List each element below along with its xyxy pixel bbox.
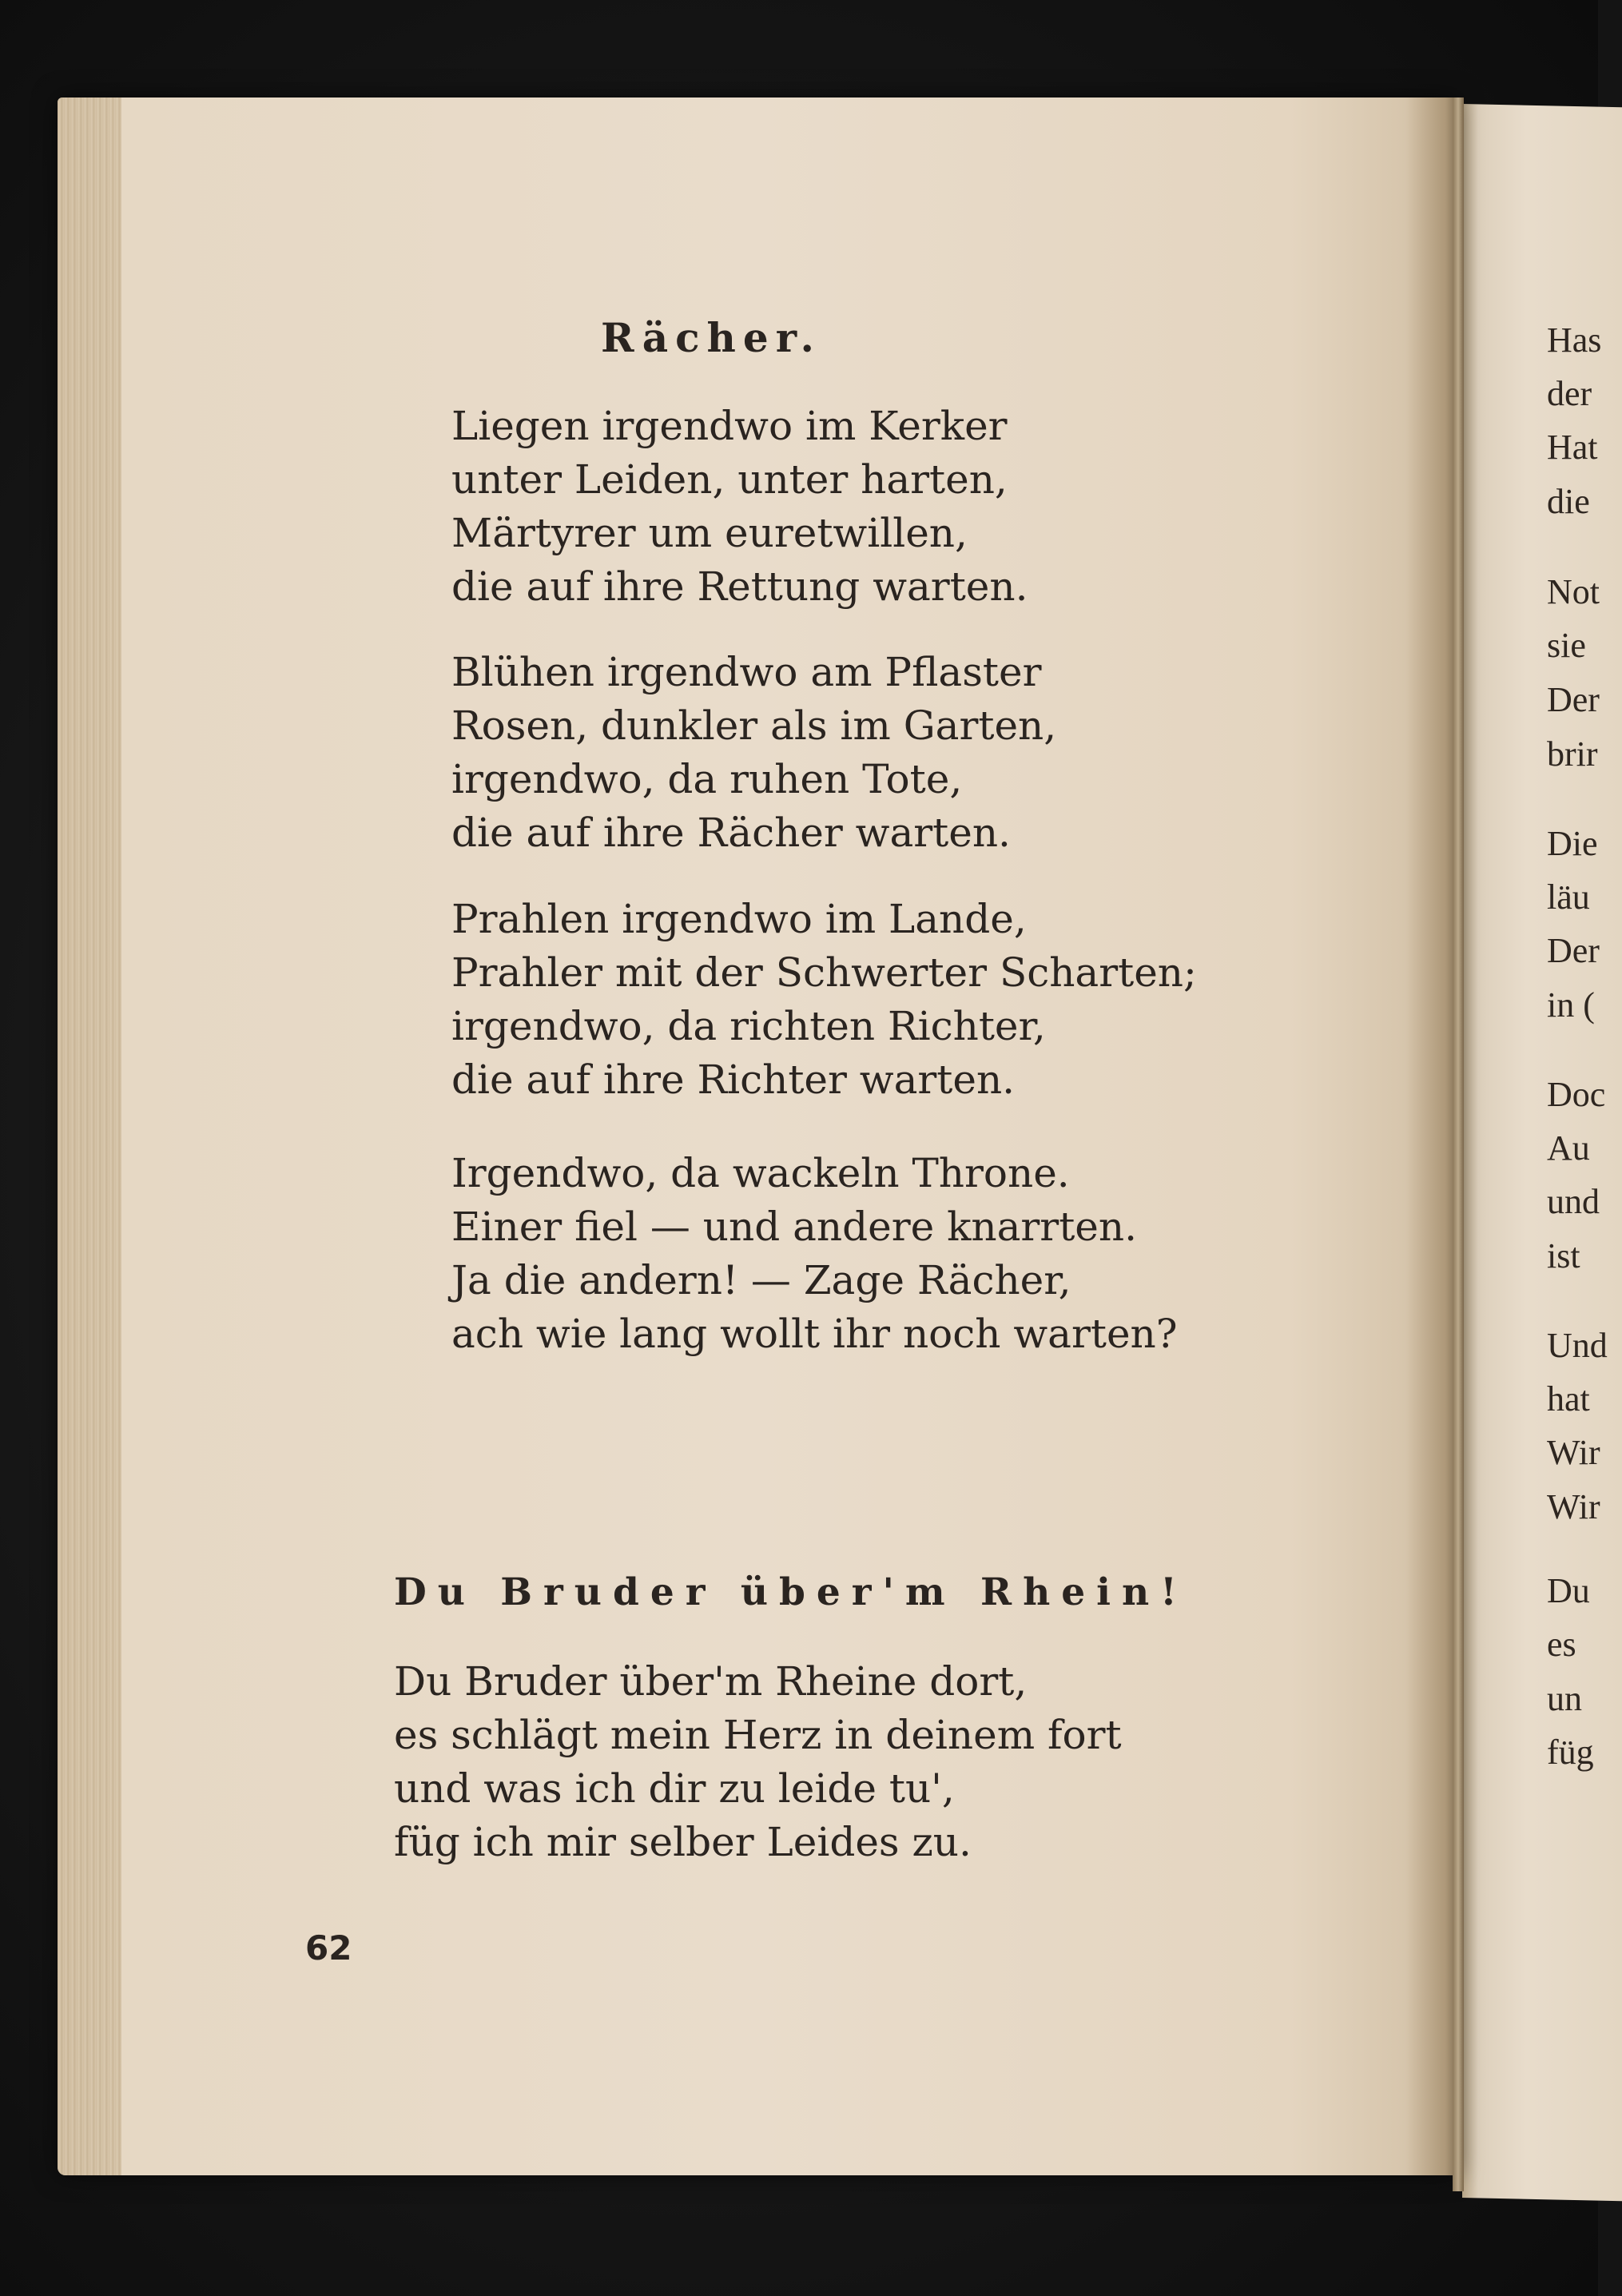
facing-line-fragment: Der	[1547, 680, 1600, 719]
facing-page	[1462, 104, 1622, 2201]
facing-line-fragment: Wir	[1547, 1487, 1600, 1526]
verse-line: Du Bruder über'm Rheine dort,	[394, 1658, 1028, 1705]
verse-line: Rosen, dunkler als im Garten,	[451, 702, 1057, 749]
facing-line-fragment: sie	[1547, 626, 1586, 665]
stanza-2	[451, 646, 1056, 860]
verse-line: Blühen irgendwo am Pflaster	[451, 649, 1042, 695]
facing-line-fragment: läu	[1547, 877, 1590, 917]
facing-line-fragment: un	[1547, 1679, 1582, 1718]
stanza-3	[451, 893, 1197, 1107]
page-number: 62	[305, 1928, 352, 1968]
verse-line: es schlägt mein Herz in deinem fort	[394, 1712, 1122, 1758]
verse-line: Prahlen irgendwo im Lande,	[451, 896, 1027, 942]
verse-line: irgendwo, da ruhen Tote,	[451, 756, 963, 802]
facing-line-fragment: brir	[1547, 734, 1598, 774]
facing-line-fragment: Wir	[1547, 1433, 1600, 1472]
facing-line-fragment: in (	[1547, 985, 1595, 1025]
poem-title-bruder: Du Bruder über'm Rhein!	[394, 1570, 1188, 1614]
page-stack-edge	[58, 97, 121, 2175]
facing-line-fragment: Au	[1547, 1128, 1590, 1168]
facing-line-fragment: Du	[1547, 1571, 1590, 1610]
facing-line-fragment: Und	[1547, 1326, 1608, 1365]
verse-line: unter Leiden, unter harten,	[451, 456, 1008, 503]
facing-line-fragment: ist	[1547, 1236, 1580, 1275]
poem-title-raecher: Rächer.	[601, 314, 821, 361]
facing-line-fragment: und	[1547, 1182, 1600, 1221]
stanza-bruder	[394, 1655, 1122, 1869]
facing-line-fragment: hat	[1547, 1379, 1590, 1419]
stanza-1	[451, 400, 1028, 614]
verse-line: irgendwo, da richten Richter,	[451, 1003, 1046, 1049]
facing-line-fragment: Hat	[1547, 428, 1598, 467]
verse-line: Märtyrer um euretwillen,	[451, 510, 968, 556]
facing-line-fragment: der	[1547, 374, 1592, 413]
verse-line: die auf ihre Rettung warten.	[451, 563, 1028, 610]
facing-line-fragment: Doc	[1547, 1075, 1606, 1114]
facing-line-fragment: die	[1547, 482, 1590, 521]
verse-line: die auf ihre Richter warten.	[451, 1056, 1016, 1103]
verse-line: Einer fiel — und andere knarrten.	[451, 1204, 1137, 1250]
facing-line-fragment: Not	[1547, 572, 1600, 611]
verse-line: Prahler mit der Schwerter Scharten;	[451, 949, 1197, 996]
verse-line: Irgendwo, da wackeln Throne.	[451, 1150, 1070, 1196]
verse-line: die auf ihre Rächer warten.	[451, 810, 1011, 856]
verse-line: füg ich mir selber Leides zu.	[394, 1819, 972, 1865]
verse-line: Ja die andern! — Zage Rächer,	[451, 1257, 1071, 1303]
facing-line-fragment: füg	[1547, 1733, 1594, 1772]
facing-line-fragment: Die	[1547, 824, 1598, 863]
facing-line-fragment: Der	[1547, 931, 1600, 970]
stanza-4	[451, 1147, 1178, 1361]
verse-line: und was ich dir zu leide tu',	[394, 1765, 955, 1812]
verse-line: ach wie lang wollt ihr noch warten?	[451, 1311, 1178, 1357]
facing-line-fragment: es	[1547, 1625, 1576, 1664]
facing-line-fragment: Has	[1547, 320, 1602, 360]
book-binding	[1453, 97, 1464, 2191]
verse-line: Liegen irgendwo im Kerker	[451, 403, 1008, 449]
